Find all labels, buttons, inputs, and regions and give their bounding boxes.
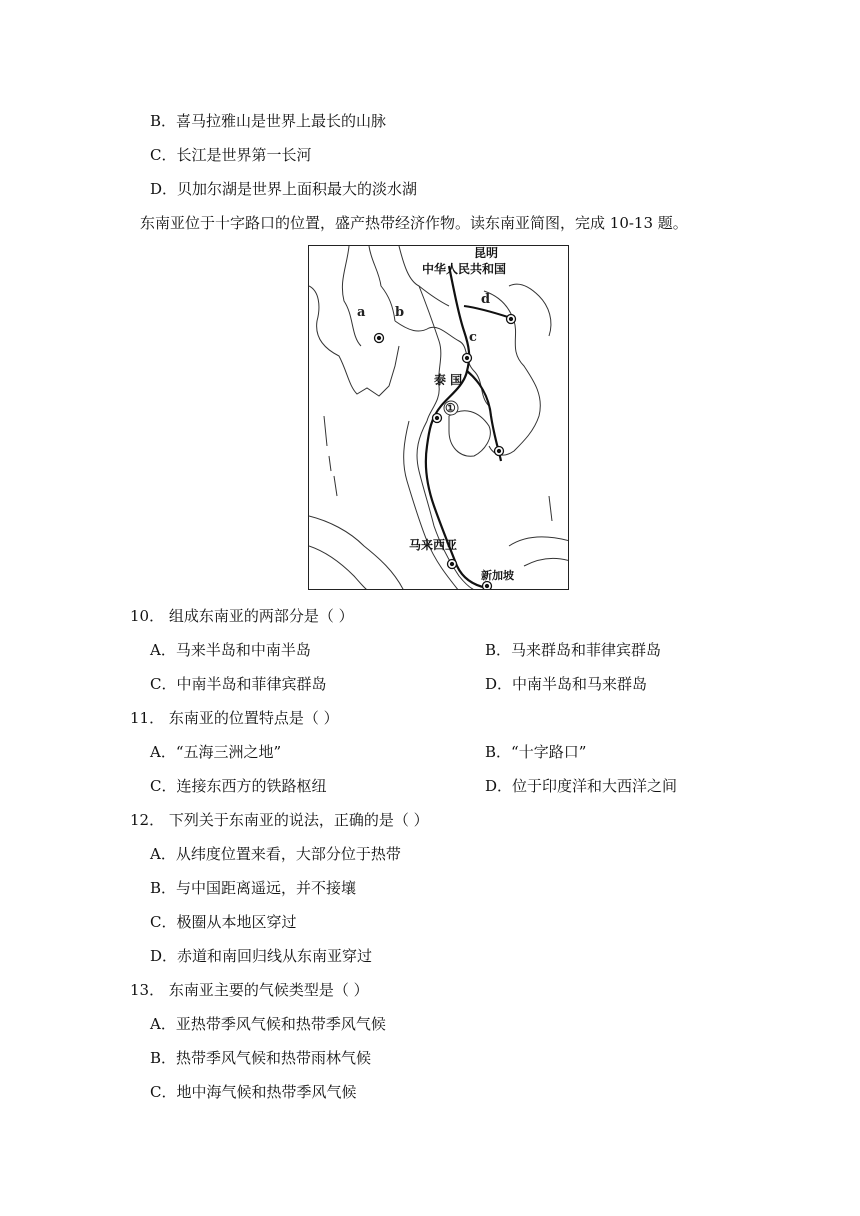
question-13-stem: 13． 东南亚主要的气候类型是（ ） <box>130 981 369 999</box>
marker-1: ① <box>445 401 456 415</box>
letter-b: b <box>395 305 405 320</box>
q13-option-c: C．地中海气候和热带季风气候 <box>150 1083 357 1101</box>
label-singapore: 新加坡 <box>481 569 514 582</box>
q12-option-c: C．极圈从本地区穿过 <box>150 913 297 931</box>
q12-option-d: D．赤道和南回归线从东南亚穿过 <box>150 947 373 965</box>
letter-d: d <box>481 292 491 307</box>
label-thailand: 泰 国 <box>434 373 463 387</box>
question-12-stem: 12． 下列关于东南亚的说法，正确的是（ ） <box>130 811 429 829</box>
q13-option-a: A．亚热带季风气候和热带季风气候 <box>150 1015 386 1033</box>
q11-option-d: D．位于印度洋和大西洋之间 <box>485 777 678 795</box>
q10-option-a: A．马来半岛和中南半岛 <box>150 641 311 659</box>
question-10-stem: 10． 组成东南亚的两部分是（ ） <box>130 607 354 625</box>
prev-option-d: D．贝加尔湖是世界上面积最大的淡水湖 <box>150 180 418 198</box>
q10-option-d: D．中南半岛和马来群岛 <box>485 675 648 693</box>
q11-option-b: B．“十字路口” <box>485 743 587 761</box>
intro-text: 东南亚位于十字路口的位置，盛产热带经济作物。读东南亚简图，完成 10-13 题。 <box>140 214 688 232</box>
letter-c: c <box>469 330 477 345</box>
southeast-asia-map <box>308 245 569 590</box>
q11-option-a: A．“五海三洲之地” <box>150 743 282 761</box>
prev-option-c: C．长江是世界第一长河 <box>150 146 312 164</box>
q12-option-b: B．与中国距离遥远，并不接壤 <box>150 879 357 897</box>
prev-option-b: B．喜马拉雅山是世界上最长的山脉 <box>150 112 387 130</box>
label-china: 中华人民共和国 <box>422 262 507 276</box>
question-11-stem: 11． 东南亚的位置特点是（ ） <box>130 709 339 727</box>
label-malaysia: 马来西亚 <box>409 538 458 552</box>
q11-option-c: C．连接东西方的铁路枢纽 <box>150 777 327 795</box>
label-kunming: 昆明 <box>474 246 499 260</box>
q10-option-c: C．中南半岛和菲律宾群岛 <box>150 675 327 693</box>
letter-a: a <box>357 305 366 320</box>
q10-option-b: B．马来群岛和菲律宾群岛 <box>485 641 662 659</box>
q13-option-b: B．热带季风气候和热带雨林气候 <box>150 1049 372 1067</box>
q12-option-a: A．从纬度位置来看，大部分位于热带 <box>150 845 401 863</box>
